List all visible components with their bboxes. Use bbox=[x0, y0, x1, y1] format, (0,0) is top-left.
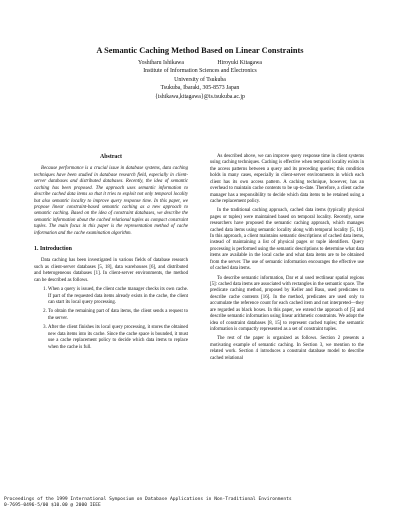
author-block bbox=[0, 59, 400, 101]
right-column bbox=[210, 154, 364, 362]
body-paragraph: The rest of the paper is organized as follows. Section 2 presents a motivating example of semantic caching. In Section 3, we mention to the related work. Section 4 introduces a constraint database model to describe cached relational bbox=[210, 336, 364, 361]
author-address: Tsukuba, Ibaraki, 305-8573 Japan bbox=[160, 85, 240, 92]
author-names bbox=[0, 59, 400, 67]
introduction-paragraph: Data caching has been investigated in various fields of database research such as client-server databases [5, 18], data warehouses [6], and distributed and heterogeneous databases [1]. In client-server environments, the method can be described as follows. bbox=[34, 258, 188, 283]
abstract-heading: Abstract bbox=[100, 154, 122, 160]
footer-isbn: 0-7695-0496-5/00 $10.00 @ 2000 IEEE bbox=[4, 502, 101, 508]
author-name: Yoshiharu Ishikawa bbox=[138, 60, 184, 66]
author-email: {ishikawa,kitagawa}@is.tsukuba.ac.jp bbox=[155, 93, 245, 100]
author-affiliation: Institute of Information Sciences and Electronics bbox=[143, 68, 257, 75]
left-column bbox=[34, 154, 188, 354]
body-paragraph: In the traditional caching approach, cached data items (typically physical pages or tuples) were maintained based on temporal locality. Recently, some researchers have proposed the semantic caching approach, which manages cached data items using semantic locality along with temporal locality [5, 16]. In this approach, a client maintains semantic descriptions of cached data items, instead of maintaining a list of physical pages or tuple identifiers. Query processing is performed using the semantic descriptions to determine what data items are available in the local cache and what data items are to be obtained from the server. The use of semantic information encourages the effective use of cached data items. bbox=[210, 208, 364, 272]
footer-proceedings: Proceedings of the 1999 International Symposium on Database Applications in Non-Traditional Environments bbox=[4, 497, 292, 502]
list-item: 2. To obtain the remaining part of data items, the client sends a request to the server. bbox=[48, 309, 188, 322]
list-item: 1. When a query is issued, the client cache manager checks its own cache. If part of the requested data items already exists in the cache, the client can start its local query processing. bbox=[48, 287, 188, 306]
body-paragraph: As described above, we can improve query response time in client systems using caching techniques. Caching is effective when temporal locality exists in the access patterns between a query and its preceding queries; this condition holds in many cases, especially in client-server environments in which each client has its own access pattern. A caching technique, however, has an overhead to maintain cache contents to be up-to-date. Therefore, a client cache manager has a responsibility to decide which data items to be retained using a cache replacement policy. bbox=[210, 154, 364, 204]
author-university: University of Tsukuba bbox=[174, 76, 226, 83]
list-item: 3. After the client finishes its local query processing, it stores the obtained new data items into its cache. Since the cache space is bounded, it must use a cache replacement policy to decide which data items to replace when the cache is full. bbox=[48, 325, 188, 351]
proceedings-footer bbox=[4, 497, 292, 509]
body-paragraph: To describe semantic information, Dar et al used rectlinear spatial regions [5]: cached data items are associated with rectangles in the semantic space. The predicate caching method, proposed by Keller and Basu, used predicates to describe cache contents [16]. In the method, predicates are used only to accumulate the reference count for each cached item and not interpreted—they are regarded as black boxes. In this paper, we extend the approach of [5] and describe semantic information using linear arithmetic constraints. We adopt the idea of constraint databases [8, 15] to represent cached tuples; the semantic information is compactly represented as a set of constraint tuples. bbox=[210, 275, 364, 332]
paper-title: A Semantic Caching Method Based on Linear Constraints bbox=[96, 46, 304, 55]
author-name: Hiroyuki Kitagawa bbox=[217, 60, 262, 66]
abstract-text: Because performance is a crucial issue in database systems, data caching techniques have been studied in database research field, especially in client-server databases and distributed databases. Recently, the idea of semantic caching has been proposed. The approach uses semantic information to describe cached data items so that it tries to exploit not only temporal locality but also semantic locality to improve query response time. In this paper, we propose linear constraint-based semantic caching as a new approach to semantic caching. Based on the idea of constraint databases, we describe the semantic information about the cached relational tuples as compact constraint tuples. The main focus in this paper is the representation method of cache information and the cache examination algorithm. bbox=[34, 166, 188, 236]
introduction-list bbox=[34, 287, 188, 351]
introduction-heading: 1. Introduction bbox=[34, 246, 72, 253]
